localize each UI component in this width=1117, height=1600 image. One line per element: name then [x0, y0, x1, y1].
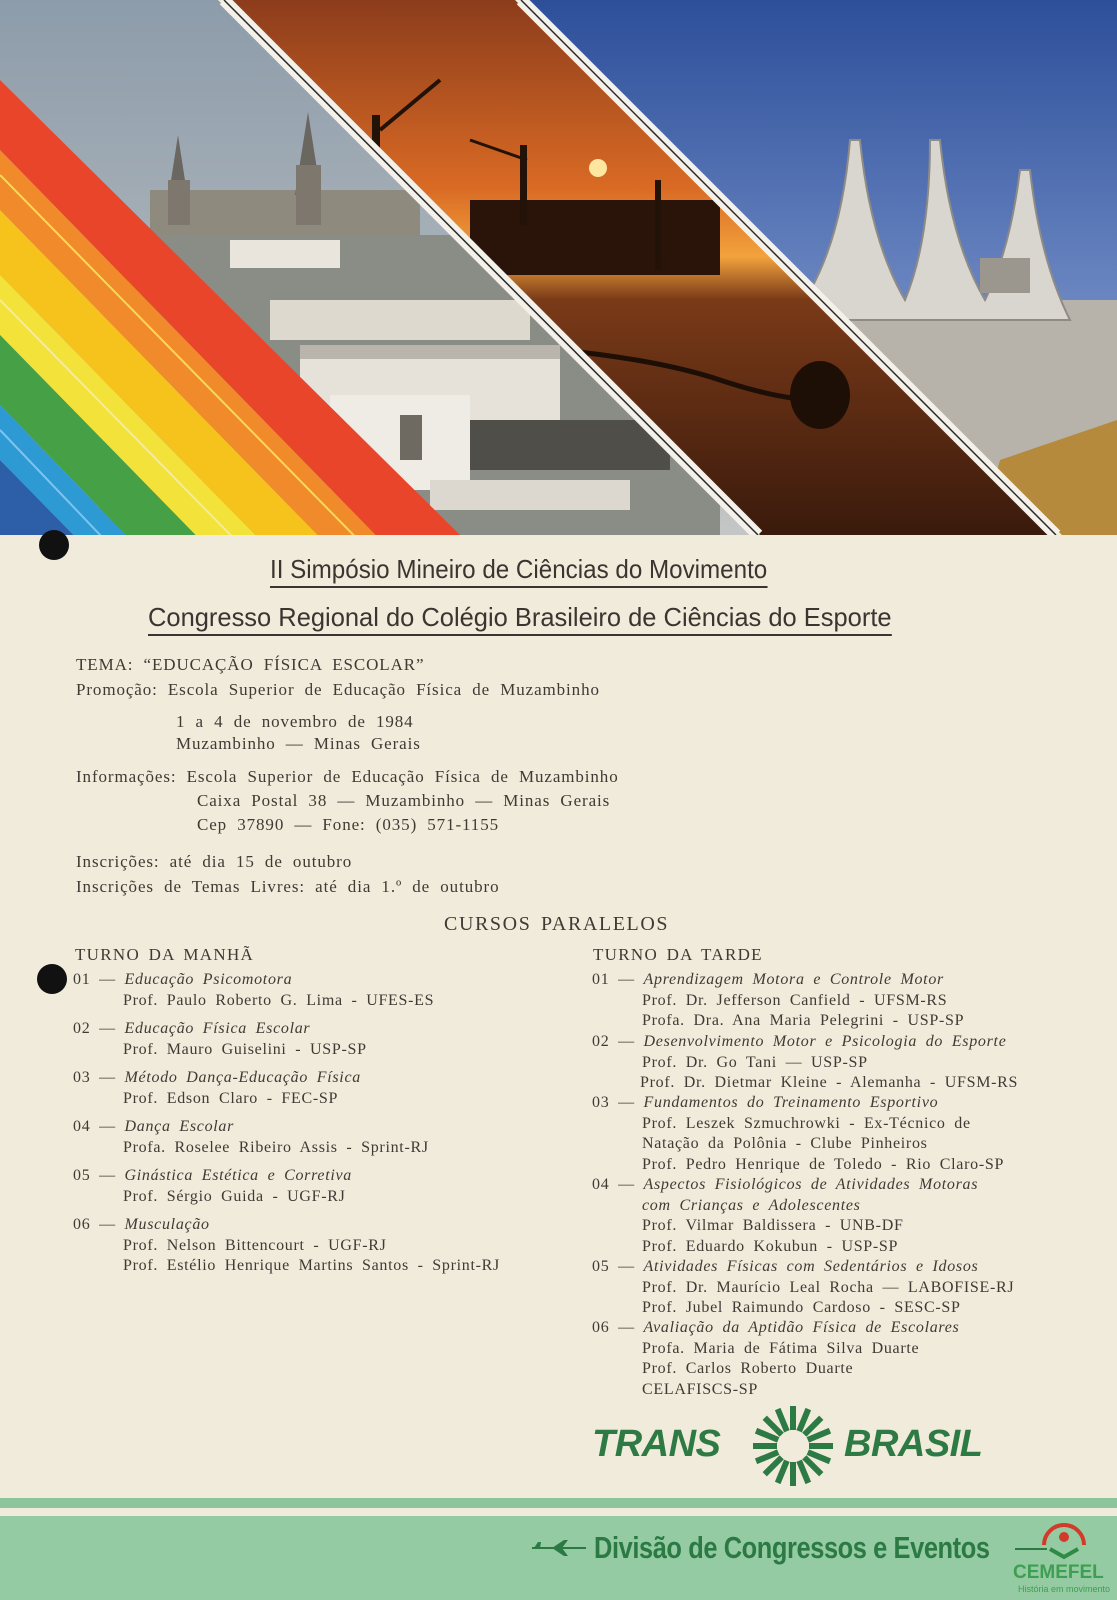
course-name: Musculação [124, 1216, 210, 1233]
sun-icon [748, 1403, 838, 1489]
course-name: Aspectos Fisiológicos de Atividades Motoras [643, 1176, 979, 1193]
course-instructor: Prof. Pedro Henrique de Toledo - Rio Claro-SP [642, 1155, 1005, 1173]
course-number: 03 [592, 1094, 610, 1111]
courses-heading: CURSOS PARALELOS [444, 913, 670, 935]
course-instructor: Prof. Mauro Guiselini - USP-SP [123, 1040, 367, 1058]
course-name: Ginástica Estética e Corretiva [124, 1167, 352, 1184]
course-number: 01 [73, 971, 91, 988]
course-instructor: Prof. Dr. Dietmar Kleine - Alemanha - UFSM-RS [640, 1074, 1019, 1091]
course-instructor: Prof. Jubel Raimundo Cardoso - SESC-SP [642, 1299, 961, 1316]
course-name: Fundamentos do Treinamento Esportivo [643, 1094, 939, 1111]
course-number: 01 [592, 971, 610, 988]
photo-banner [0, 0, 1117, 535]
afternoon-course: 02 — Desenvolvimento Motor e Psicologia do Esporte Prof. Dr. Go Tani — USP-SP Prof. Dr. Dietmar Kleine - Alemanha - UFSM-RS [592, 1032, 1018, 1094]
afternoon-course: 01 — Aprendizagem Motora e Controle Motor Prof. Dr. Jefferson Canfield - UFSM-RS Profa. Dra. Ana Maria Pelegrini - USP-SP [592, 970, 964, 1032]
morning-course: 04 — Dança Escolar Profa. Roselee Ribeiro Assis - Sprint-RJ [73, 1117, 429, 1158]
morning-course: 05 — Ginástica Estética e Corretiva Prof. Sérgio Guida - UGF-RJ [73, 1166, 352, 1207]
course-instructor: Prof. Carlos Roberto Duarte [642, 1360, 854, 1377]
event-subtitle: Congresso Regional do Colégio Brasileiro de Ciências do Esporte [148, 602, 892, 636]
course-name: Desenvolvimento Motor e Psicologia do Esporte [643, 1033, 1007, 1050]
afternoon-course: 05 — Atividades Físicas com Sedentários e Idosos Prof. Dr. Maurício Leal Rocha — LABOFISE-RJ Prof. Jubel Raimundo Cardoso - SESC-SP [592, 1257, 1014, 1319]
course-instructor: Prof. Edson Claro - FEC-SP [123, 1089, 339, 1107]
logo-word-trans: TRANS [592, 1423, 721, 1465]
course-number: 06 [592, 1319, 610, 1336]
course-name: Dança Escolar [124, 1118, 235, 1135]
promotion-line: Promoção: Escola Superior de Educação Física de Muzambinho [76, 680, 600, 699]
course-instructor: Prof. Vilmar Baldissera - UNB-DF [642, 1217, 904, 1234]
morning-course: 06 — Musculação Prof. Nelson Bittencourt - UGF-RJ Prof. Estélio Henrique Martins Santos - Sprint-RJ [73, 1215, 500, 1277]
course-number: 06 [73, 1216, 91, 1233]
course-instructor: Profa. Roselee Ribeiro Assis - Sprint-RJ [123, 1138, 429, 1156]
course-instructor: Prof. Dr. Go Tani — USP-SP [642, 1053, 868, 1071]
course-number: 05 [592, 1258, 610, 1275]
theme-line: TEMA: “EDUCAÇÃO FÍSICA ESCOLAR” [76, 655, 425, 674]
course-instructor: CELAFISCS-SP [642, 1380, 758, 1398]
transbrasil-logo [592, 1403, 1012, 1489]
footer-stripe [0, 1498, 1117, 1508]
logo-word-brasil: BRASIL [844, 1423, 983, 1465]
registration-deadline: Inscrições: até dia 15 de outubro [76, 852, 353, 871]
course-number: 03 [73, 1069, 91, 1086]
course-name-continued: com Crianças e Adolescentes [642, 1196, 861, 1214]
morning-course: 01 — Educação Psicomotora Prof. Paulo Roberto G. Lima - UFES-ES [73, 970, 434, 1011]
course-number: 05 [73, 1167, 91, 1184]
course-name: Avaliação da Aptidão Física de Escolares [643, 1319, 960, 1336]
postal-address: Caixa Postal 38 — Muzambinho — Minas Gerais [197, 791, 611, 810]
airplane-icon [530, 1538, 588, 1558]
course-instructor: Prof. Paulo Roberto G. Lima - UFES-ES [123, 991, 435, 1009]
afternoon-course: 06 — Avaliação da Aptidão Física de Escolares Profa. Maria de Fátima Silva Duarte Prof. Carlos Roberto Duarte CELAFISCS-SP [592, 1318, 959, 1400]
afternoon-course: 03 — Fundamentos do Treinamento Esportivo Prof. Leszek Szmuchrowki - Ex-Técnico de Natação da Polônia - Clube Pinheiros Prof. Pedro Henrique de Toledo - Rio Claro-SP [592, 1093, 1004, 1175]
course-instructor: Natação da Polônia - Clube Pinheiros [642, 1135, 928, 1152]
course-instructor: Prof. Sérgio Guida - UGF-RJ [123, 1187, 346, 1205]
course-number: 04 [73, 1118, 91, 1135]
event-place: Muzambinho — Minas Gerais [176, 734, 421, 753]
course-name: Aprendizagem Motora e Controle Motor [643, 971, 944, 988]
information-line: Informações: Escola Superior de Educação Física de Muzambinho [76, 767, 619, 786]
cep-phone: Cep 37890 — Fone: (035) 571-1155 [197, 815, 500, 834]
afternoon-shift-label: TURNO DA TARDE [593, 945, 763, 964]
punch-hole-top [39, 530, 69, 560]
course-instructor: Prof. Dr. Jefferson Canfield - UFSM-RS [642, 991, 948, 1009]
course-number: 02 [73, 1020, 91, 1037]
course-number: 04 [592, 1176, 610, 1193]
course-instructor: Prof. Estélio Henrique Martins Santos - Sprint-RJ [123, 1257, 500, 1274]
free-topics-deadline: Inscrições de Temas Livres: até dia 1.º de outubro [76, 877, 500, 896]
course-name: Educação Física Escolar [124, 1020, 311, 1037]
morning-course: 03 — Método Dança-Educação Física Prof. Edson Claro - FEC-SP [73, 1068, 361, 1109]
course-instructor: Prof. Leszek Szmuchrowki - Ex-Técnico de [642, 1114, 971, 1132]
course-instructor: Prof. Eduardo Kokubun - USP-SP [642, 1237, 899, 1255]
morning-shift-label: TURNO DA MANHÃ [75, 945, 255, 964]
cemefel-name: CEMEFEL [1013, 1562, 1104, 1583]
punch-hole-middle [37, 964, 67, 994]
division-name: Divisão de Congressos e Eventos [594, 1530, 990, 1565]
course-instructor: Prof. Nelson Bittencourt - UGF-RJ [123, 1236, 387, 1254]
event-title: II Simpósio Mineiro de Ciências do Movimento [270, 554, 767, 588]
course-name: Método Dança-Educação Física [124, 1069, 361, 1086]
morning-course: 02 — Educação Física Escolar Prof. Mauro Guiselini - USP-SP [73, 1019, 367, 1060]
afternoon-course: 04 — Aspectos Fisiológicos de Atividades Motoras com Crianças e Adolescentes Prof. Vilmar Baldissera - UNB-DF Prof. Eduardo Kokubun - USP-SP [592, 1175, 978, 1257]
course-name: Educação Psicomotora [124, 971, 293, 988]
course-instructor: Profa. Dra. Ana Maria Pelegrini - USP-SP [642, 1012, 965, 1029]
course-instructor: Profa. Maria de Fátima Silva Duarte [642, 1339, 920, 1357]
course-name: Atividades Físicas com Sedentários e Idosos [643, 1258, 979, 1275]
cemefel-tagline: História em movimento [1018, 1584, 1111, 1594]
course-number: 02 [592, 1033, 610, 1050]
course-instructor: Prof. Dr. Maurício Leal Rocha — LABOFISE-RJ [642, 1278, 1015, 1296]
event-date: 1 a 4 de novembro de 1984 [176, 712, 414, 731]
